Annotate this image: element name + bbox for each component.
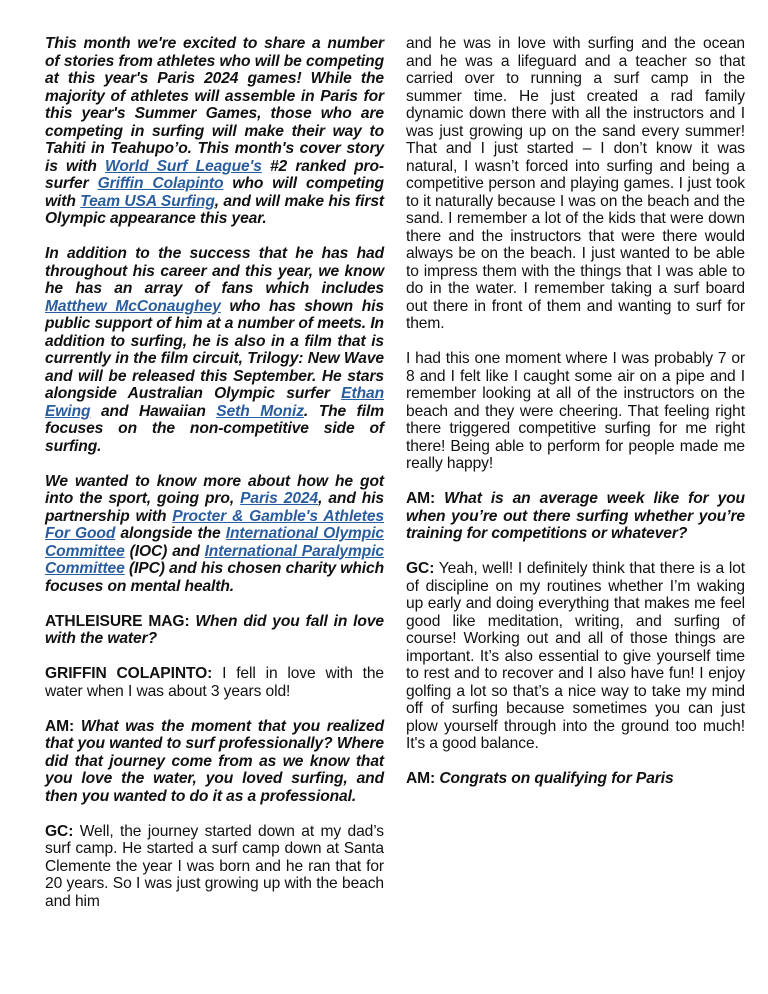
answer-text: I fell in love with the water when I was about 3 years old! — [45, 665, 385, 700]
answer-1 — [45, 665, 384, 700]
question-4 — [406, 770, 745, 788]
intro3-text: , and his partnership with — [45, 490, 384, 525]
intro-paragraph-2 — [45, 245, 384, 455]
intro-paragraph-1 — [45, 35, 384, 228]
team-usa-surfing-link[interactable]: Team USA Surfing — [80, 192, 215, 210]
intro1-text: , and will make his first Olympic appearance this year. — [45, 192, 384, 227]
answer-3 — [406, 560, 745, 753]
answer-text: and he was in love with surfing and the ocean and he was a lifeguard and a teacher so that carried over to running a surf camp in the summer time. He just created a rad family dynamic down there with all the instructors and I was just growing up on the sand every summer! That and I just started – I don’t know it was natural, I wasn’t forced into surfing and being a competitive person and playing games. I just took to it naturally because I was on the beach and the sand. I remember a lot of the kids that were down there and the instructors that were there would always be on the beach. I just wanted to be able to impress them with the things that I was able to do in the water. I remember taking a surf board out there in front of them and wanting to surf for them. — [406, 35, 745, 332]
question-1 — [45, 613, 384, 648]
answer-text: I had this one moment where I was probably 7 or 8 and I felt like I caught some air on a pipe and I remember looking at all of the instructors on the beach and they were cheering. That feeling right there triggered competitive surfing for me right there! Being able to perform for people made me really happy! — [406, 350, 745, 472]
ioc-link[interactable]: International Olympic Committee — [45, 525, 385, 560]
speaker-label: AM: — [406, 770, 436, 787]
intro1-text: This month we're excited to share a number of stories from athletes who will be competing at this year's Paris 2024 games! While the majority of athletes will assemble in Paris for this year's Summer Games, those who are competing in surfing will make their way to Tahiti in Teahupo’o. This month's cover story is with — [45, 35, 384, 175]
intro3-text: (IOC) and — [124, 542, 205, 560]
matthew-mcconaughey-link[interactable]: Matthew McConaughey — [45, 297, 221, 315]
answer-text: Well, the journey started down at my dad’s surf camp. He started a surf camp down at Santa Clemente the year I was born and he ran that for 20 years. So I was just growing up with the beach and him — [45, 822, 384, 910]
speaker-label: GRIFFIN COLAPINTO: — [45, 665, 213, 682]
right-column — [406, 35, 745, 805]
intro1-text: who will competing with — [45, 175, 384, 210]
speaker-label: ATHLEISURE MAG: — [45, 612, 190, 630]
intro-paragraph-3 — [45, 473, 384, 596]
answer-2-paragraph-2 — [406, 350, 745, 473]
answer-text: Yeah, well! I definitely think that there is a lot of discipline on my routines whether I’m waking up early and doing everything that makes me feel good like meditation, writing, and surfing of course! Working out and all of those things are important. It’s also essential to give yourself time to rest and to recover and I also have fun! I enjoy golfing a lot so that’s a nice way to take my mind off of surfing because sometimes you can just plow yourself through into the ground too much! It's a good balance. — [406, 560, 745, 752]
question-2 — [45, 718, 384, 806]
ethan-ewing-link[interactable]: Ethan Ewing — [45, 385, 384, 420]
ipc-link[interactable]: International Paralympic Committee — [45, 542, 384, 577]
intro2-text: . The film focuses on the non-competitive side of surfing. — [45, 402, 385, 455]
question-3 — [406, 490, 745, 543]
left-column — [45, 35, 384, 928]
speaker-label: AM: — [406, 490, 436, 507]
speaker-label: AM: — [45, 717, 75, 735]
intro2-text: In addition to the success that he has had throughout his career and this year, we know he has an array of fans which includes — [45, 245, 384, 297]
speaker-label: GC: — [406, 560, 435, 577]
world-surf-league-link[interactable]: World Surf League's — [105, 157, 262, 175]
intro1-text: #2 ranked pro-surfer — [45, 157, 384, 192]
intro3-text: We wanted to know more about how he got into the sport, going pro, — [45, 472, 384, 507]
athletes-for-good-link[interactable]: Procter & Gamble's Athletes For Good — [45, 507, 384, 542]
question-text: When did you fall in love with the water? — [45, 612, 384, 647]
seth-moniz-link[interactable]: Seth Moniz — [216, 402, 304, 420]
question-text: Congrats on qualifying for Paris — [435, 770, 674, 787]
griffin-colapinto-link[interactable]: Griffin Colapinto — [97, 175, 224, 192]
paris-2024-link[interactable]: Paris 2024 — [240, 490, 319, 507]
intro3-text: (IPC) and his chosen charity which focuses on mental health. — [45, 560, 384, 595]
intro3-text: alongside the — [115, 525, 226, 542]
answer-2-start — [45, 823, 384, 911]
question-text: What was the moment that you realized that you wanted to surf professionally? Where did that journey come from as we know that you love the water, you loved surfing, and then you wanted to do it as a professional. — [45, 717, 384, 805]
intro2-text: and Hawaiian — [90, 402, 217, 420]
answer-2-continued — [406, 35, 745, 333]
intro2-text: who has shown his public support of him at a number of meets. In addition to surfing, he is also in a film that is currently in the film circuit, Trilogy: New Wave and will be released this September. He stars alongside Australian Olympic surfer — [45, 297, 384, 402]
speaker-label: GC: — [45, 822, 74, 840]
question-text: What is an average week like for you when you’re out there surfing whether you’re training for competitions or whatever? — [406, 490, 745, 542]
